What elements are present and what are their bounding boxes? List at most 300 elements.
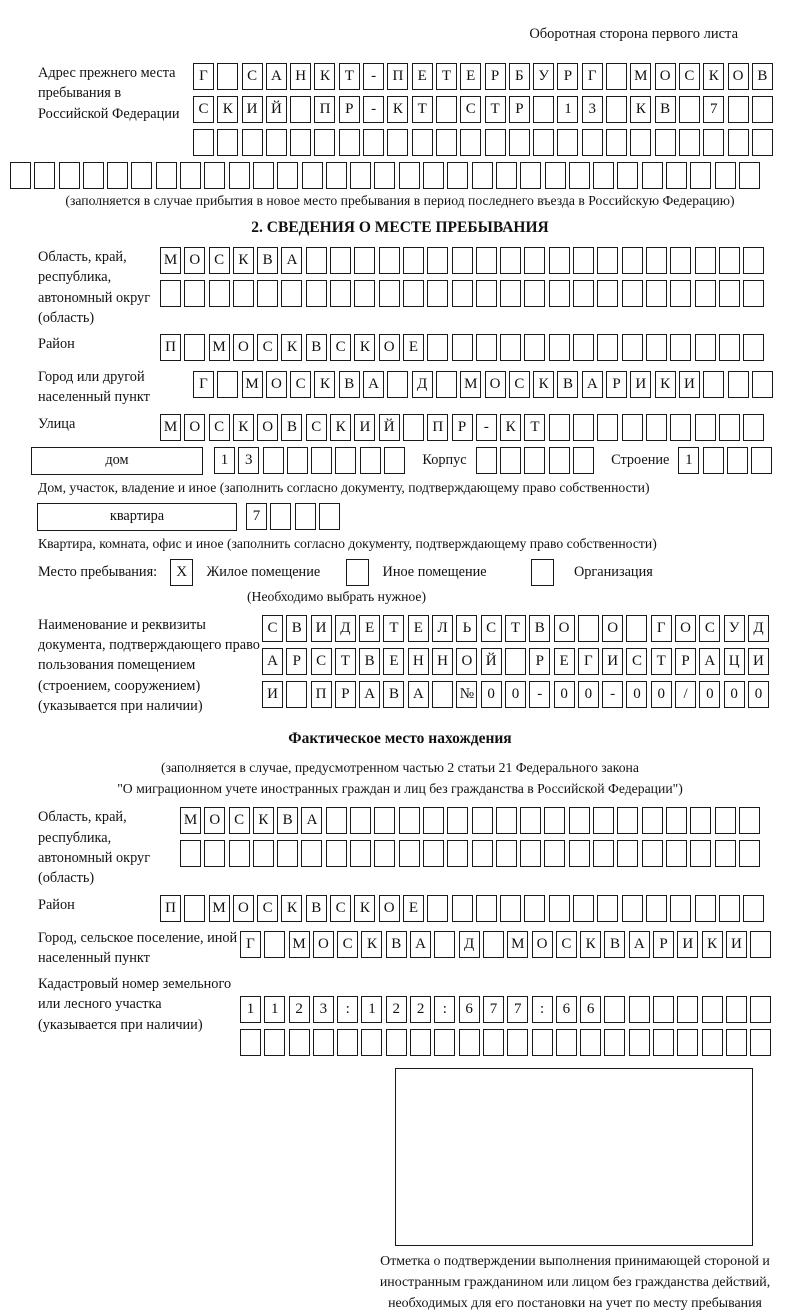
char-cell[interactable]: Т [412, 96, 433, 123]
char-cell[interactable]: О [184, 247, 205, 274]
char-cell[interactable] [452, 895, 473, 922]
char-cell[interactable] [427, 247, 448, 274]
char-cell[interactable]: С [679, 63, 700, 90]
char-cell[interactable] [617, 840, 638, 867]
char-cell[interactable]: 2 [386, 996, 407, 1023]
char-cell[interactable] [287, 447, 308, 474]
char-cell[interactable] [533, 96, 554, 123]
char-cell[interactable] [374, 840, 395, 867]
char-cell[interactable] [702, 996, 723, 1023]
char-cell[interactable] [739, 807, 760, 834]
char-cell[interactable] [295, 503, 316, 530]
char-cell[interactable]: А [301, 807, 322, 834]
char-cell[interactable]: К [314, 63, 335, 90]
char-cell[interactable]: О [675, 615, 696, 642]
char-cell[interactable]: 3 [238, 447, 259, 474]
char-cell[interactable]: К [702, 931, 723, 958]
char-cell[interactable] [597, 247, 618, 274]
char-cell[interactable]: Р [529, 648, 550, 675]
char-cell[interactable]: И [748, 648, 769, 675]
char-cell[interactable]: С [257, 334, 278, 361]
char-cell[interactable] [319, 503, 340, 530]
char-cell[interactable] [524, 280, 545, 307]
char-cell[interactable] [500, 895, 521, 922]
char-cell[interactable]: О [655, 63, 676, 90]
char-cell[interactable]: Е [412, 63, 433, 90]
char-cell[interactable] [423, 807, 444, 834]
char-cell[interactable]: Б [509, 63, 530, 90]
char-cell[interactable]: П [314, 96, 335, 123]
char-cell[interactable] [750, 1029, 771, 1056]
char-cell[interactable]: Е [403, 334, 424, 361]
char-cell[interactable]: Р [509, 96, 530, 123]
char-cell[interactable] [573, 334, 594, 361]
char-cell[interactable] [447, 807, 468, 834]
char-cell[interactable] [286, 681, 307, 708]
char-cell[interactable] [253, 840, 274, 867]
char-cell[interactable]: Р [675, 648, 696, 675]
char-cell[interactable]: С [481, 615, 502, 642]
char-cell[interactable] [270, 503, 291, 530]
char-cell[interactable] [290, 96, 311, 123]
char-cell[interactable]: Г [240, 931, 261, 958]
char-cell[interactable]: И [726, 931, 747, 958]
char-cell[interactable]: Р [485, 63, 506, 90]
char-cell[interactable] [544, 840, 565, 867]
char-cell[interactable]: С [229, 807, 250, 834]
char-cell[interactable]: 6 [580, 996, 601, 1023]
char-cell[interactable] [703, 129, 724, 156]
char-cell[interactable]: Г [582, 63, 603, 90]
char-cell[interactable] [253, 162, 274, 189]
char-cell[interactable] [646, 247, 667, 274]
char-cell[interactable] [399, 162, 420, 189]
char-cell[interactable]: К [281, 895, 302, 922]
char-cell[interactable] [436, 129, 457, 156]
char-cell[interactable] [670, 414, 691, 441]
char-cell[interactable] [193, 129, 214, 156]
char-cell[interactable] [743, 334, 764, 361]
char-cell[interactable] [549, 447, 570, 474]
char-cell[interactable]: О [602, 615, 623, 642]
char-cell[interactable] [545, 162, 566, 189]
char-cell[interactable]: О [204, 807, 225, 834]
char-cell[interactable]: С [311, 648, 332, 675]
char-cell[interactable] [476, 280, 497, 307]
char-cell[interactable] [301, 840, 322, 867]
char-cell[interactable] [726, 996, 747, 1023]
char-cell[interactable]: В [277, 807, 298, 834]
char-cell[interactable] [447, 162, 468, 189]
char-cell[interactable] [549, 334, 570, 361]
char-cell[interactable] [10, 162, 31, 189]
char-cell[interactable]: Д [748, 615, 769, 642]
char-cell[interactable]: С [306, 414, 327, 441]
char-cell[interactable]: Р [335, 681, 356, 708]
char-cell[interactable]: Г [651, 615, 672, 642]
char-cell[interactable]: 2 [289, 996, 310, 1023]
char-cell[interactable] [326, 840, 347, 867]
char-cell[interactable]: П [427, 414, 448, 441]
char-cell[interactable]: К [361, 931, 382, 958]
char-cell[interactable]: С [209, 247, 230, 274]
char-cell[interactable]: Р [452, 414, 473, 441]
char-cell[interactable]: К [314, 371, 335, 398]
char-cell[interactable] [476, 334, 497, 361]
char-cell[interactable] [410, 1029, 431, 1056]
char-cell[interactable]: И [242, 96, 263, 123]
char-cell[interactable] [500, 334, 521, 361]
char-cell[interactable] [520, 840, 541, 867]
char-cell[interactable]: О [313, 931, 334, 958]
char-cell[interactable]: И [262, 681, 283, 708]
char-cell[interactable] [472, 162, 493, 189]
char-cell[interactable] [360, 447, 381, 474]
char-cell[interactable] [606, 63, 627, 90]
char-cell[interactable] [229, 162, 250, 189]
char-cell[interactable] [670, 334, 691, 361]
char-cell[interactable]: А [582, 371, 603, 398]
char-cell[interactable]: М [180, 807, 201, 834]
char-cell[interactable]: В [257, 247, 278, 274]
char-cell[interactable]: Т [436, 63, 457, 90]
char-cell[interactable]: В [383, 681, 404, 708]
char-cell[interactable] [719, 280, 740, 307]
char-cell[interactable]: М [209, 334, 230, 361]
char-cell[interactable] [653, 1029, 674, 1056]
char-cell[interactable] [653, 996, 674, 1023]
char-cell[interactable] [743, 280, 764, 307]
char-cell[interactable] [719, 334, 740, 361]
char-cell[interactable]: С [509, 371, 530, 398]
char-cell[interactable]: Й [266, 96, 287, 123]
char-cell[interactable] [472, 807, 493, 834]
char-cell[interactable]: 7 [246, 503, 267, 530]
char-cell[interactable] [690, 162, 711, 189]
char-cell[interactable] [715, 840, 736, 867]
char-cell[interactable] [240, 1029, 261, 1056]
char-cell[interactable] [752, 96, 773, 123]
char-cell[interactable] [427, 280, 448, 307]
char-cell[interactable]: К [580, 931, 601, 958]
char-cell[interactable]: Ц [724, 648, 745, 675]
char-cell[interactable]: В [655, 96, 676, 123]
char-cell[interactable]: В [281, 414, 302, 441]
char-cell[interactable] [476, 895, 497, 922]
char-cell[interactable] [107, 162, 128, 189]
char-cell[interactable] [354, 247, 375, 274]
char-cell[interactable] [374, 807, 395, 834]
char-cell[interactable]: Г [193, 63, 214, 90]
char-cell[interactable]: О [233, 334, 254, 361]
char-cell[interactable] [690, 807, 711, 834]
char-cell[interactable] [496, 840, 517, 867]
char-cell[interactable] [180, 162, 201, 189]
char-cell[interactable]: К [630, 96, 651, 123]
char-cell[interactable]: О [728, 63, 749, 90]
char-cell[interactable]: К [387, 96, 408, 123]
char-cell[interactable] [578, 615, 599, 642]
char-cell[interactable] [606, 96, 627, 123]
char-cell[interactable] [703, 447, 724, 474]
char-cell[interactable]: В [306, 334, 327, 361]
char-cell[interactable] [184, 334, 205, 361]
char-cell[interactable] [556, 1029, 577, 1056]
char-cell[interactable] [719, 414, 740, 441]
char-cell[interactable] [330, 247, 351, 274]
char-cell[interactable]: Т [335, 648, 356, 675]
char-cell[interactable]: И [679, 371, 700, 398]
char-cell[interactable] [339, 129, 360, 156]
char-cell[interactable]: 6 [556, 996, 577, 1023]
char-cell[interactable]: Н [408, 648, 429, 675]
char-cell[interactable] [617, 807, 638, 834]
char-cell[interactable]: Д [412, 371, 433, 398]
char-cell[interactable]: В [604, 931, 625, 958]
char-cell[interactable]: К [217, 96, 238, 123]
char-cell[interactable]: Й [481, 648, 502, 675]
char-cell[interactable] [263, 447, 284, 474]
char-cell[interactable]: С [193, 96, 214, 123]
char-cell[interactable]: П [387, 63, 408, 90]
char-cell[interactable]: О [456, 648, 477, 675]
char-cell[interactable]: И [602, 648, 623, 675]
char-cell[interactable]: В [752, 63, 773, 90]
char-cell[interactable]: А [363, 371, 384, 398]
char-cell[interactable] [500, 247, 521, 274]
char-cell[interactable] [350, 840, 371, 867]
char-cell[interactable]: Н [290, 63, 311, 90]
char-cell[interactable]: С [460, 96, 481, 123]
char-cell[interactable]: О [485, 371, 506, 398]
char-cell[interactable]: 1 [678, 447, 699, 474]
char-cell[interactable]: О [532, 931, 553, 958]
char-cell[interactable]: С [330, 334, 351, 361]
char-cell[interactable] [500, 280, 521, 307]
char-cell[interactable] [180, 840, 201, 867]
char-cell[interactable] [384, 447, 405, 474]
char-cell[interactable]: : [532, 996, 553, 1023]
char-cell[interactable] [290, 129, 311, 156]
char-cell[interactable]: И [677, 931, 698, 958]
char-cell[interactable] [695, 895, 716, 922]
char-cell[interactable] [452, 280, 473, 307]
char-cell[interactable] [217, 129, 238, 156]
char-cell[interactable] [520, 162, 541, 189]
char-cell[interactable]: - [602, 681, 623, 708]
char-cell[interactable]: Т [485, 96, 506, 123]
char-cell[interactable] [695, 334, 716, 361]
char-cell[interactable]: К [533, 371, 554, 398]
char-cell[interactable] [242, 129, 263, 156]
char-cell[interactable]: 2 [410, 996, 431, 1023]
char-cell[interactable]: С [337, 931, 358, 958]
char-cell[interactable] [670, 280, 691, 307]
char-cell[interactable]: А [281, 247, 302, 274]
char-cell[interactable]: X [170, 559, 193, 586]
char-cell[interactable]: 7 [507, 996, 528, 1023]
char-cell[interactable] [629, 1029, 650, 1056]
char-cell[interactable] [549, 414, 570, 441]
char-cell[interactable] [184, 895, 205, 922]
char-cell[interactable] [217, 63, 238, 90]
char-cell[interactable]: М [160, 247, 181, 274]
char-cell[interactable]: О [266, 371, 287, 398]
char-cell[interactable] [233, 280, 254, 307]
char-cell[interactable]: К [330, 414, 351, 441]
char-cell[interactable]: Ь [456, 615, 477, 642]
char-cell[interactable] [427, 895, 448, 922]
char-cell[interactable]: С [290, 371, 311, 398]
char-cell[interactable] [337, 1029, 358, 1056]
char-cell[interactable]: Р [286, 648, 307, 675]
char-cell[interactable] [452, 334, 473, 361]
char-cell[interactable] [264, 931, 285, 958]
char-cell[interactable] [677, 996, 698, 1023]
char-cell[interactable] [532, 1029, 553, 1056]
char-cell[interactable] [387, 371, 408, 398]
char-cell[interactable]: 0 [505, 681, 526, 708]
char-cell[interactable]: Т [383, 615, 404, 642]
char-cell[interactable]: С [330, 895, 351, 922]
char-cell[interactable] [597, 895, 618, 922]
char-cell[interactable] [403, 247, 424, 274]
char-cell[interactable] [131, 162, 152, 189]
char-cell[interactable] [520, 807, 541, 834]
char-cell[interactable]: С [242, 63, 263, 90]
char-cell[interactable]: М [209, 895, 230, 922]
char-cell[interactable]: И [311, 615, 332, 642]
char-cell[interactable]: С [556, 931, 577, 958]
char-cell[interactable] [476, 247, 497, 274]
char-cell[interactable] [622, 414, 643, 441]
char-cell[interactable]: 1 [240, 996, 261, 1023]
char-cell[interactable] [544, 807, 565, 834]
char-cell[interactable]: К [655, 371, 676, 398]
char-cell[interactable] [593, 162, 614, 189]
char-cell[interactable] [277, 840, 298, 867]
char-cell[interactable] [739, 840, 760, 867]
char-cell[interactable] [646, 414, 667, 441]
char-cell[interactable]: - [476, 414, 497, 441]
char-cell[interactable]: К [500, 414, 521, 441]
char-cell[interactable] [573, 247, 594, 274]
char-cell[interactable]: К [281, 334, 302, 361]
char-cell[interactable]: 3 [582, 96, 603, 123]
char-cell[interactable]: М [460, 371, 481, 398]
char-cell[interactable]: 0 [626, 681, 647, 708]
char-cell[interactable] [277, 162, 298, 189]
char-cell[interactable] [642, 162, 663, 189]
char-cell[interactable]: К [233, 414, 254, 441]
char-cell[interactable]: - [529, 681, 550, 708]
char-cell[interactable] [496, 162, 517, 189]
char-cell[interactable] [728, 96, 749, 123]
char-cell[interactable] [412, 129, 433, 156]
char-cell[interactable]: М [160, 414, 181, 441]
char-cell[interactable] [646, 280, 667, 307]
char-cell[interactable] [386, 1029, 407, 1056]
char-cell[interactable] [204, 162, 225, 189]
char-cell[interactable]: В [306, 895, 327, 922]
char-cell[interactable] [266, 129, 287, 156]
char-cell[interactable] [719, 247, 740, 274]
char-cell[interactable] [642, 807, 663, 834]
char-cell[interactable] [677, 1029, 698, 1056]
char-cell[interactable]: У [533, 63, 554, 90]
char-cell[interactable] [436, 96, 457, 123]
char-cell[interactable] [573, 280, 594, 307]
char-cell[interactable] [326, 162, 347, 189]
char-cell[interactable] [507, 1029, 528, 1056]
char-cell[interactable] [306, 247, 327, 274]
char-cell[interactable]: - [363, 96, 384, 123]
char-cell[interactable]: 1 [361, 996, 382, 1023]
char-cell[interactable] [524, 247, 545, 274]
char-cell[interactable] [726, 1029, 747, 1056]
char-cell[interactable] [743, 895, 764, 922]
char-cell[interactable] [483, 931, 504, 958]
char-cell[interactable] [427, 334, 448, 361]
char-cell[interactable] [264, 1029, 285, 1056]
char-cell[interactable]: Н [432, 648, 453, 675]
char-cell[interactable] [695, 414, 716, 441]
char-cell[interactable] [728, 129, 749, 156]
char-cell[interactable] [423, 840, 444, 867]
char-cell[interactable] [387, 129, 408, 156]
char-cell[interactable] [597, 414, 618, 441]
char-cell[interactable]: В [359, 648, 380, 675]
char-cell[interactable] [549, 280, 570, 307]
char-cell[interactable] [593, 807, 614, 834]
char-cell[interactable]: 1 [214, 447, 235, 474]
char-cell[interactable] [436, 371, 457, 398]
char-cell[interactable] [580, 1029, 601, 1056]
char-cell[interactable] [533, 129, 554, 156]
char-cell[interactable]: К [233, 247, 254, 274]
char-cell[interactable]: М [289, 931, 310, 958]
char-cell[interactable] [569, 162, 590, 189]
char-cell[interactable] [622, 247, 643, 274]
char-cell[interactable]: Р [557, 63, 578, 90]
char-cell[interactable] [311, 447, 332, 474]
char-cell[interactable] [719, 895, 740, 922]
char-cell[interactable] [622, 280, 643, 307]
char-cell[interactable] [629, 996, 650, 1023]
char-cell[interactable] [695, 247, 716, 274]
char-cell[interactable] [690, 840, 711, 867]
char-cell[interactable]: Е [408, 615, 429, 642]
char-cell[interactable]: В [339, 371, 360, 398]
char-cell[interactable]: О [233, 895, 254, 922]
char-cell[interactable] [83, 162, 104, 189]
char-cell[interactable]: С [257, 895, 278, 922]
char-cell[interactable] [204, 840, 225, 867]
char-cell[interactable]: А [359, 681, 380, 708]
char-cell[interactable] [617, 162, 638, 189]
char-cell[interactable]: Т [524, 414, 545, 441]
char-cell[interactable] [666, 807, 687, 834]
char-cell[interactable]: А [266, 63, 287, 90]
char-cell[interactable]: В [529, 615, 550, 642]
char-cell[interactable]: 0 [578, 681, 599, 708]
char-cell[interactable] [569, 807, 590, 834]
char-cell[interactable] [350, 162, 371, 189]
char-cell[interactable]: Е [403, 895, 424, 922]
char-cell[interactable] [483, 1029, 504, 1056]
char-cell[interactable] [670, 895, 691, 922]
char-cell[interactable] [739, 162, 760, 189]
